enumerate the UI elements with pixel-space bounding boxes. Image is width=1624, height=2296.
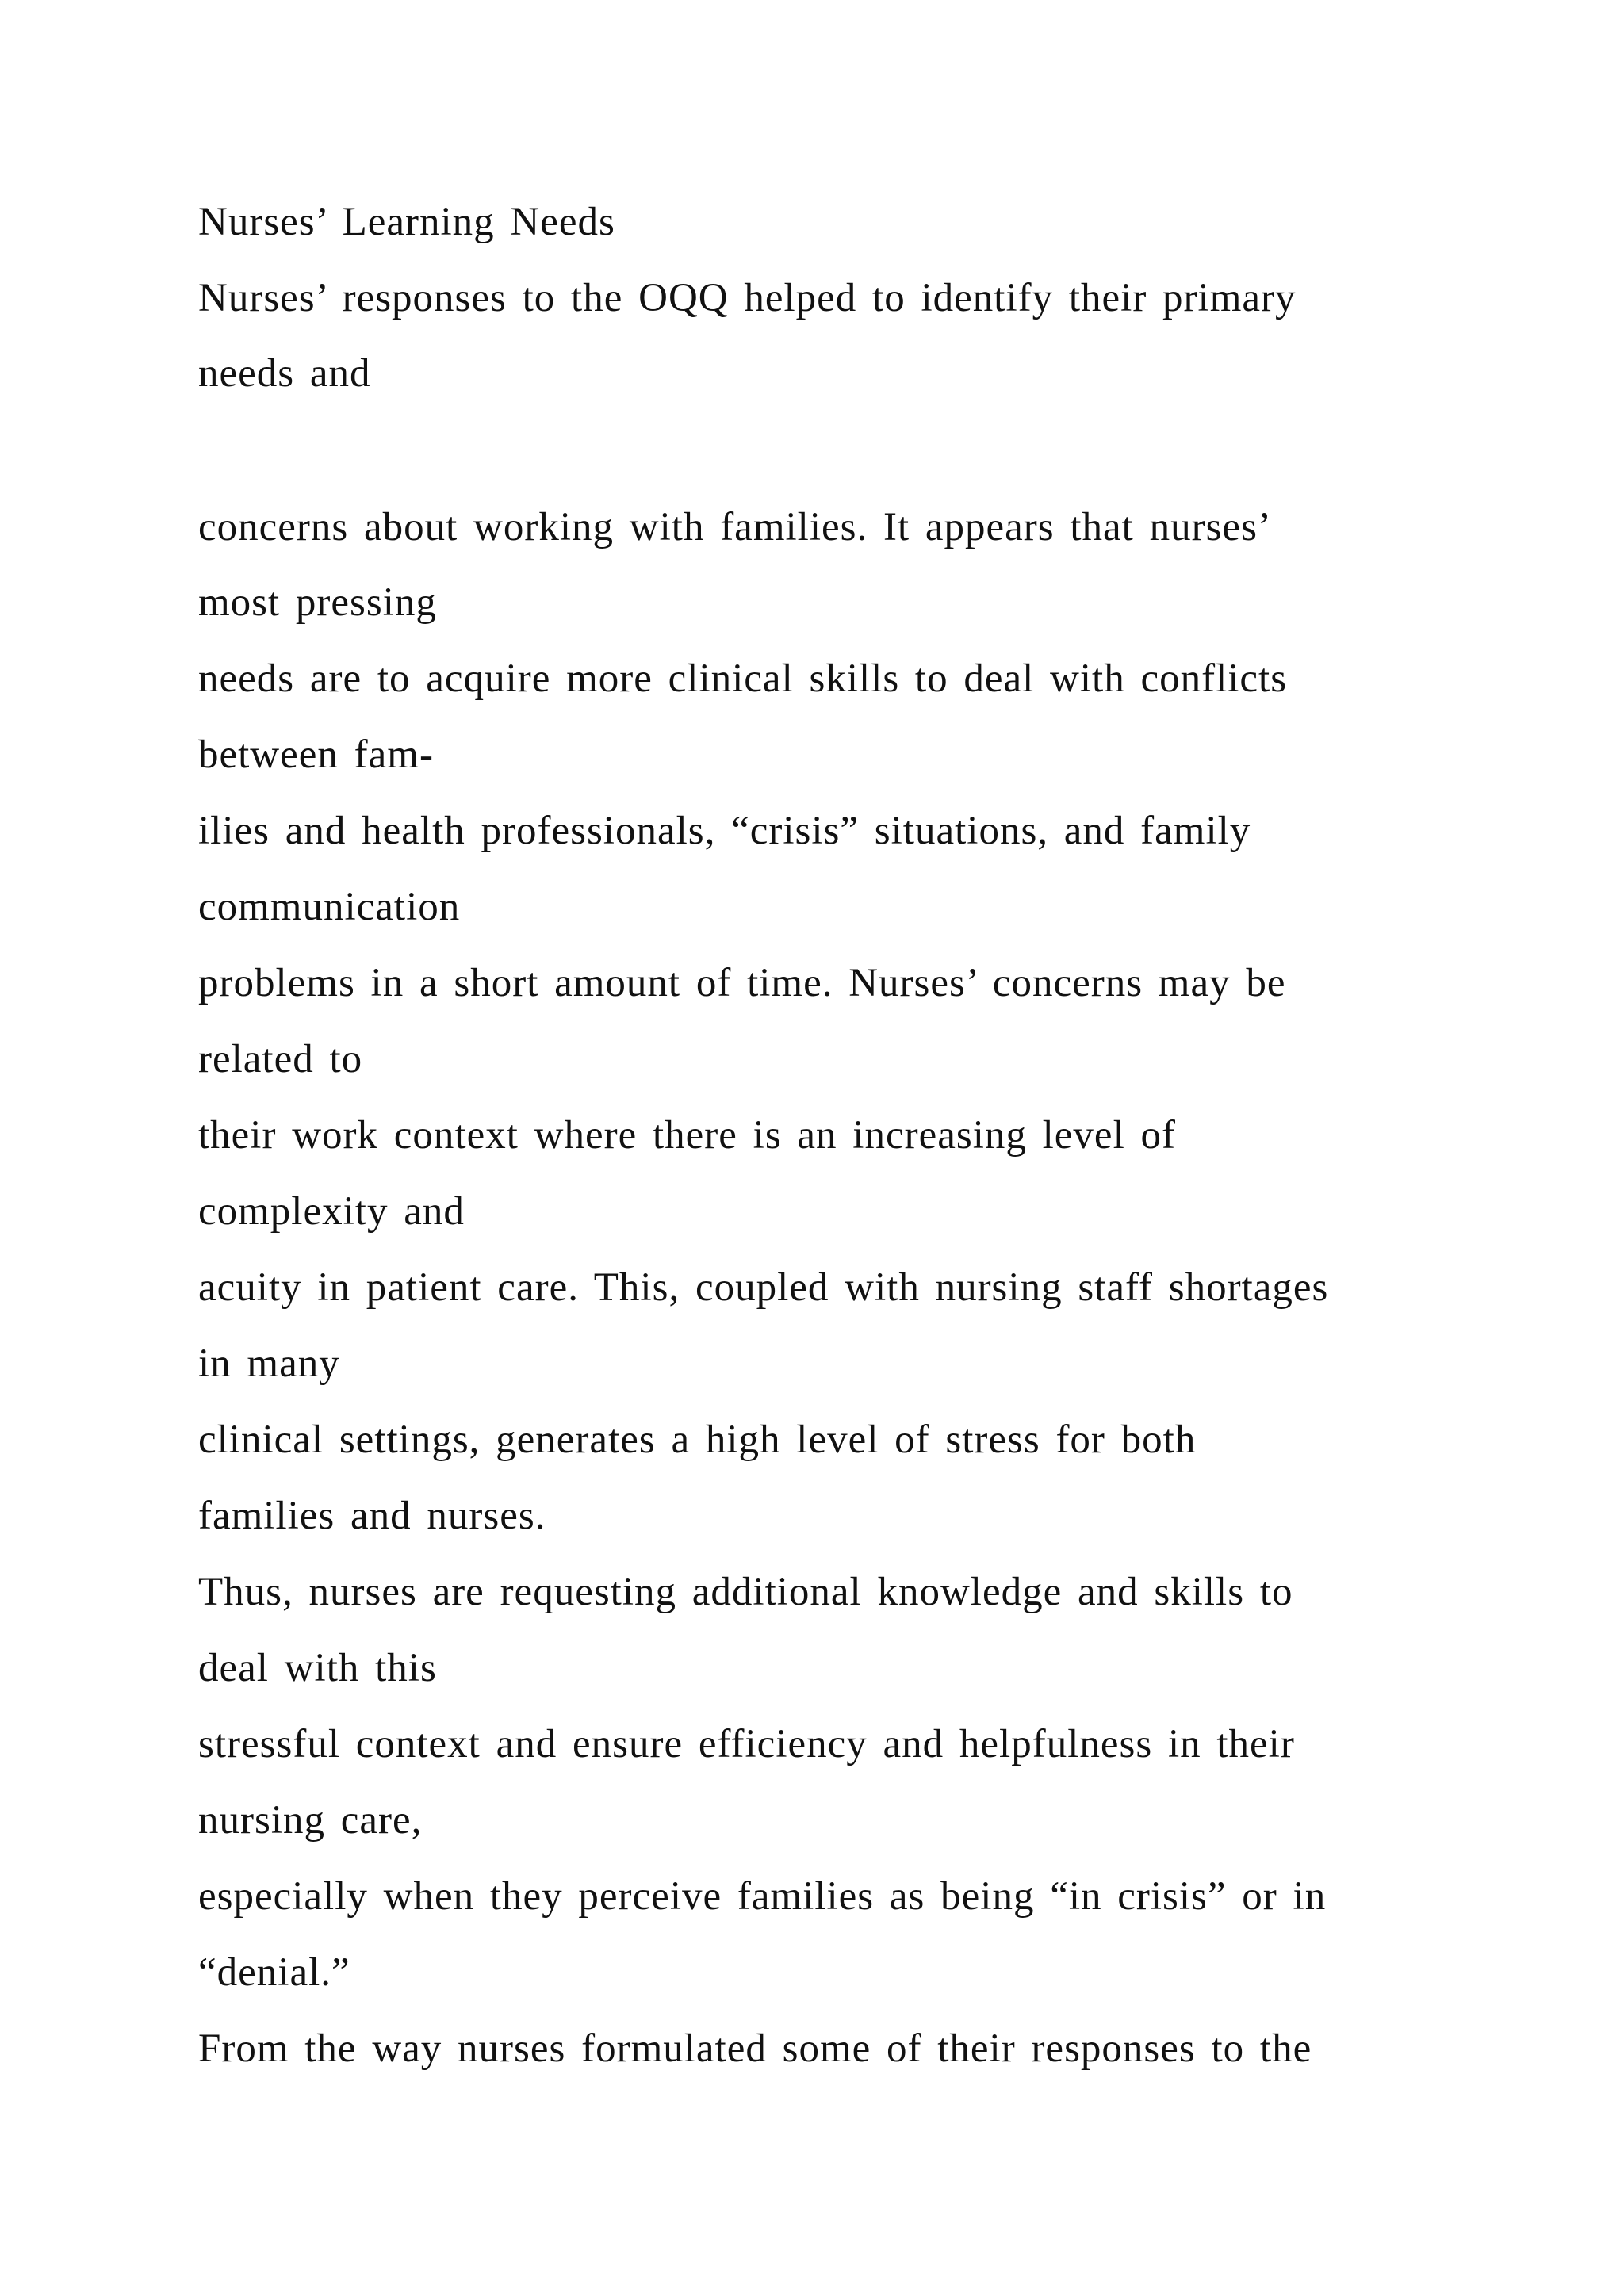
text-line: families and nurses. (198, 1494, 546, 1538)
text-line: especially when they perceive families as being “in crisis” or in (198, 1874, 1327, 1919)
text-line: related to (198, 1037, 363, 1081)
text-line: deal with this (198, 1646, 437, 1690)
section-heading: Nurses’ Learning Needs (198, 200, 615, 244)
text-line: communication (198, 885, 461, 929)
text-line: “denial.” (198, 1950, 350, 1995)
text-line: in many (198, 1341, 340, 1386)
text-line: From the way nurses formulated some of their responses to the (198, 2026, 1312, 2071)
text-line: needs and (198, 351, 371, 396)
text-line: clinical settings, generates a high level of stress for both (198, 1418, 1197, 1462)
text-line: most pressing (198, 580, 437, 625)
text-line: problems in a short amount of time. Nurses’ concerns may be (198, 961, 1286, 1005)
text-line: Nurses’ responses to the OQQ helped to identify their primary (198, 276, 1297, 320)
text-line: complexity and (198, 1189, 465, 1234)
text-line: between fam- (198, 733, 434, 777)
text-line: acuity in patient care. This, coupled with nursing staff shortages (198, 1265, 1329, 1310)
text-line: ilies and health professionals, “crisis” situations, and family (198, 809, 1251, 853)
text-line: needs are to acquire more clinical skills to deal with conflicts (198, 656, 1288, 701)
text-line: their work context where there is an increasing level of (198, 1113, 1176, 1158)
text-line: stressful context and ensure efficiency and helpfulness in their (198, 1722, 1295, 1766)
text-line: nursing care, (198, 1798, 423, 1843)
text-line: Thus, nurses are requesting additional knowledge and skills to (198, 1570, 1293, 1614)
text-line: concerns about working with families. It appears that nurses’ (198, 505, 1272, 549)
